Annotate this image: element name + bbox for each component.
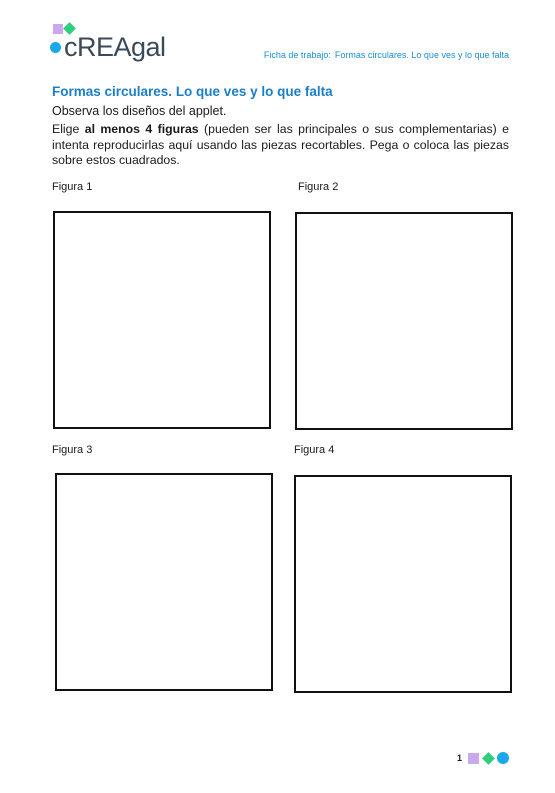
blue-dot-icon: [50, 42, 61, 53]
instructions-bold: al menos 4 figuras: [84, 122, 199, 136]
page-title: Formas circulares. Lo que ves y lo que falta: [52, 84, 333, 99]
purple-square-icon: [468, 753, 479, 764]
logo-text: cREAgal: [64, 32, 166, 62]
page-footer: [457, 752, 509, 764]
header-topic: Formas circulares. Lo que ves y lo que falta: [334, 50, 509, 60]
blue-dot-icon: [497, 752, 509, 764]
figure-2-box: [295, 212, 513, 430]
page-number: 1: [456, 753, 462, 763]
figure-3-label: Figura 3: [52, 444, 93, 456]
figure-4-box: [294, 475, 512, 693]
figure-4-label: Figura 4: [294, 444, 335, 456]
instructions-after: (pueden ser las principales o sus complementarias) e intenta reproducirlas aquí usando las piezas recortables. Pega o coloca las piezas sobre estos cuadrados.: [52, 122, 509, 167]
figure-3-box: [55, 473, 273, 691]
green-diamond-icon: [482, 752, 495, 765]
figure-1-box: [53, 211, 271, 429]
instructions-before: Elige: [52, 122, 85, 136]
worksheet-header: [264, 50, 509, 60]
instructions-text: [52, 122, 509, 169]
figure-2-label: Figura 2: [298, 181, 339, 193]
intro-text: Observa los diseños del applet.: [52, 104, 227, 118]
figure-1-label: Figura 1: [52, 181, 93, 193]
header-label: Ficha de trabajo:: [263, 50, 331, 60]
creagal-logo: [50, 22, 170, 62]
purple-square-icon: [53, 24, 63, 34]
